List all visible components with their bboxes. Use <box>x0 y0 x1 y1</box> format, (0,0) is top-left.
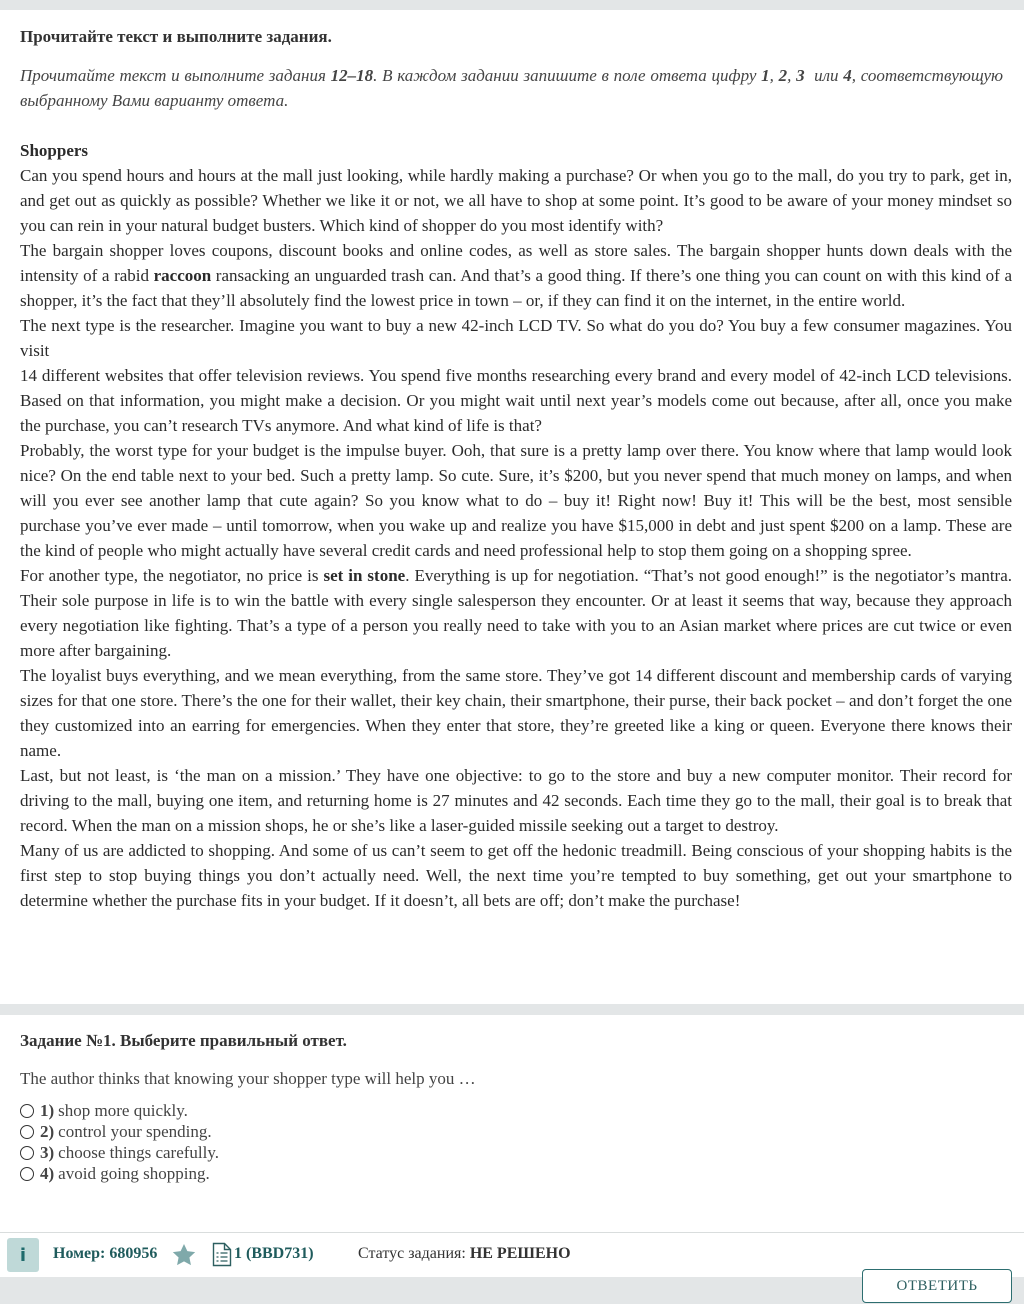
instruction-digit: 1 <box>761 66 770 85</box>
article-paragraph <box>20 238 1012 313</box>
answer-option-2[interactable] <box>20 1121 219 1142</box>
article-paragraph: 14 different websites that offer television reviews. You spend five months researching every brand and every model of 42-inch LCD televisions. Based on that information, you might make a decision. Or you might wait until next year’s models come out because, after all, once you make the purchase, you can’t research TVs anymore. And what kind of life is that? <box>20 366 1012 435</box>
highlighted-phrase: set in stone <box>323 566 406 585</box>
instruction-text: Прочитайте текст и выполните задания <box>20 66 331 85</box>
instruction-range: 12–18 <box>330 66 374 85</box>
info-button[interactable]: i <box>7 1238 39 1272</box>
answer-option-3[interactable] <box>20 1142 219 1163</box>
option-label: shop more quickly. <box>58 1100 188 1120</box>
paragraph-text: ransacking an unguarded trash can. And that’s a good thing. If there’s one thing you can count on with this kind of a shopper, it’s the fact that they’ll absolutely find the lowest price in town – or, if they can find it on the internet, in the entire world. <box>20 266 1012 310</box>
document-list-icon[interactable] <box>212 1242 232 1267</box>
article <box>20 138 1012 913</box>
option-number: 1) <box>40 1100 55 1120</box>
article-paragraph: Last, but not least, is ‘the man on a mission.’ They have one objective: to go to the store and buy a new computer monitor. Their record for driving to the mall, buying one item, and returning home is 27 minutes and 42 seconds. Each time they go to the mall, their goal is to break that record. When the man on a mission shops, he or she’s like a laser-guided missile seeking out a target to destroy. <box>20 766 1012 835</box>
question-heading: Задание №1. Выберите правильный ответ. <box>20 1031 347 1050</box>
instruction-digit: 2 <box>778 66 788 85</box>
option-label: choose things carefully. <box>58 1142 219 1162</box>
radio-button[interactable] <box>20 1104 34 1118</box>
task-instruction: Прочитайте текст и выполните задания 12–18. В каждом задании запишите в поле ответа цифру 1, 2, 3 или 4, соответствующую выбранному Вами варианту ответа. <box>20 66 1004 110</box>
instruction-text: . В каждом задании запишите в поле ответа цифру <box>373 66 762 85</box>
option-number: 4) <box>40 1163 55 1183</box>
article-paragraph <box>20 563 1012 663</box>
task-heading: Прочитайте текст и выполните задания. <box>20 27 332 46</box>
status-label: Статус задания: <box>358 1245 470 1262</box>
question-text: The author thinks that knowing your shopper type will help you … <box>20 1069 476 1088</box>
paragraph-text: The bargain shopper loves coupons, discount books and online codes, as well as store sales. The bargain shopper hunts down deals with the intensity of a rabid <box>20 241 1012 285</box>
option-number: 2) <box>40 1121 55 1141</box>
variant-link[interactable]: 1 (BBD731) <box>234 1245 314 1262</box>
radio-button[interactable] <box>20 1125 34 1139</box>
option-number: 3) <box>40 1142 55 1162</box>
radio-button[interactable] <box>20 1167 34 1181</box>
article-paragraph: The next type is the researcher. Imagine you want to buy a new 42-inch LCD TV. So what do you do? You buy a few consumer magazines. You visit <box>20 316 1012 360</box>
article-paragraph: The loyalist buys everything, and we mean everything, from the same store. They’ve got 14 different discount and membership cards of varying sizes for that one store. There’s the one for their wallet, their key chain, their smartphone, their purse, their back pocket – and don’t forget the one they customized into an earring for emergencies. When they enter that store, they’re greeted like a king or queen. Everyone there knows their name. <box>20 666 1012 760</box>
highlighted-word: raccoon <box>153 266 212 285</box>
answer-option-4[interactable] <box>20 1163 219 1184</box>
answer-option-1[interactable] <box>20 1100 219 1121</box>
article-paragraph: Many of us are addicted to shopping. And some of us can’t seem to get off the hedonic treadmill. Being conscious of your shopping habits is the first step to stop buying things you don’t actually need. Well, the next time you’re tempted to buy something, get out your smartphone to determine whether the purchase fits in your budget. If it doesn’t, all bets are off; don’t make the purchase! <box>20 841 1012 910</box>
option-label: control your spending. <box>58 1121 212 1141</box>
radio-button[interactable] <box>20 1146 34 1160</box>
task-status <box>358 1245 571 1263</box>
reading-panel <box>0 10 1024 1004</box>
instruction-digit: 3 <box>796 66 805 85</box>
star-icon[interactable] <box>171 1242 197 1268</box>
article-paragraph: Probably, the worst type for your budget is the impulse buyer. Ooh, that sure is a pretty lamp over there. You know where that lamp would look nice? On the end table next to your bed. Such a pretty lamp. So cute. Sure, it’s $200, but you never spend that much money on lamps, and when will you ever see another lamp that cute again? So you know what to do – buy it! Right now! Buy it! This will be the best, most sensible purchase you’ve ever made – until tomorrow, when you wake up and realize you have $15,000 in debt and just spent $200 on a lamp. These are the kind of people who might actually have several credit cards and need professional help to stop them going on a shopping spree. <box>20 441 1012 560</box>
paragraph-text: For another type, the negotiator, no price is <box>20 566 324 585</box>
task-number: Номер: 680956 <box>53 1245 158 1262</box>
instruction-digit: 4 <box>843 66 852 85</box>
answer-options <box>20 1100 219 1184</box>
answer-button[interactable]: ОТВЕТИТЬ <box>862 1269 1012 1303</box>
paragraph-text: . Everything is up for negotiation. “That’s not good enough!” is the negotiator’s mantra. Their sole purpose in life is to win the battle with every single salesperson they encounter. Or at least it seems that way, because they approach every negotiation like fighting. That’s a type of a person you really need to take with you to an Asian market where prices are cut twice or even more after bargaining. <box>20 566 1013 660</box>
option-label: avoid going shopping. <box>58 1163 210 1183</box>
article-title: Shoppers <box>20 141 89 160</box>
instruction-text: , соответствующую выбранному Вами варианту ответа. <box>20 66 1004 110</box>
status-value: НЕ РЕШЕНО <box>469 1245 571 1262</box>
article-paragraph: Can you spend hours and hours at the mall just looking, while hardly making a purchase? Or when you go to the mall, do you try to park, get in, and get out as quickly as possible? Whether we like it or not, we all have to shop at some point. It’s good to be aware of your money mindset so you can rein in your natural budget busters. Which kind of shopper do you most identify with? <box>20 166 1012 235</box>
